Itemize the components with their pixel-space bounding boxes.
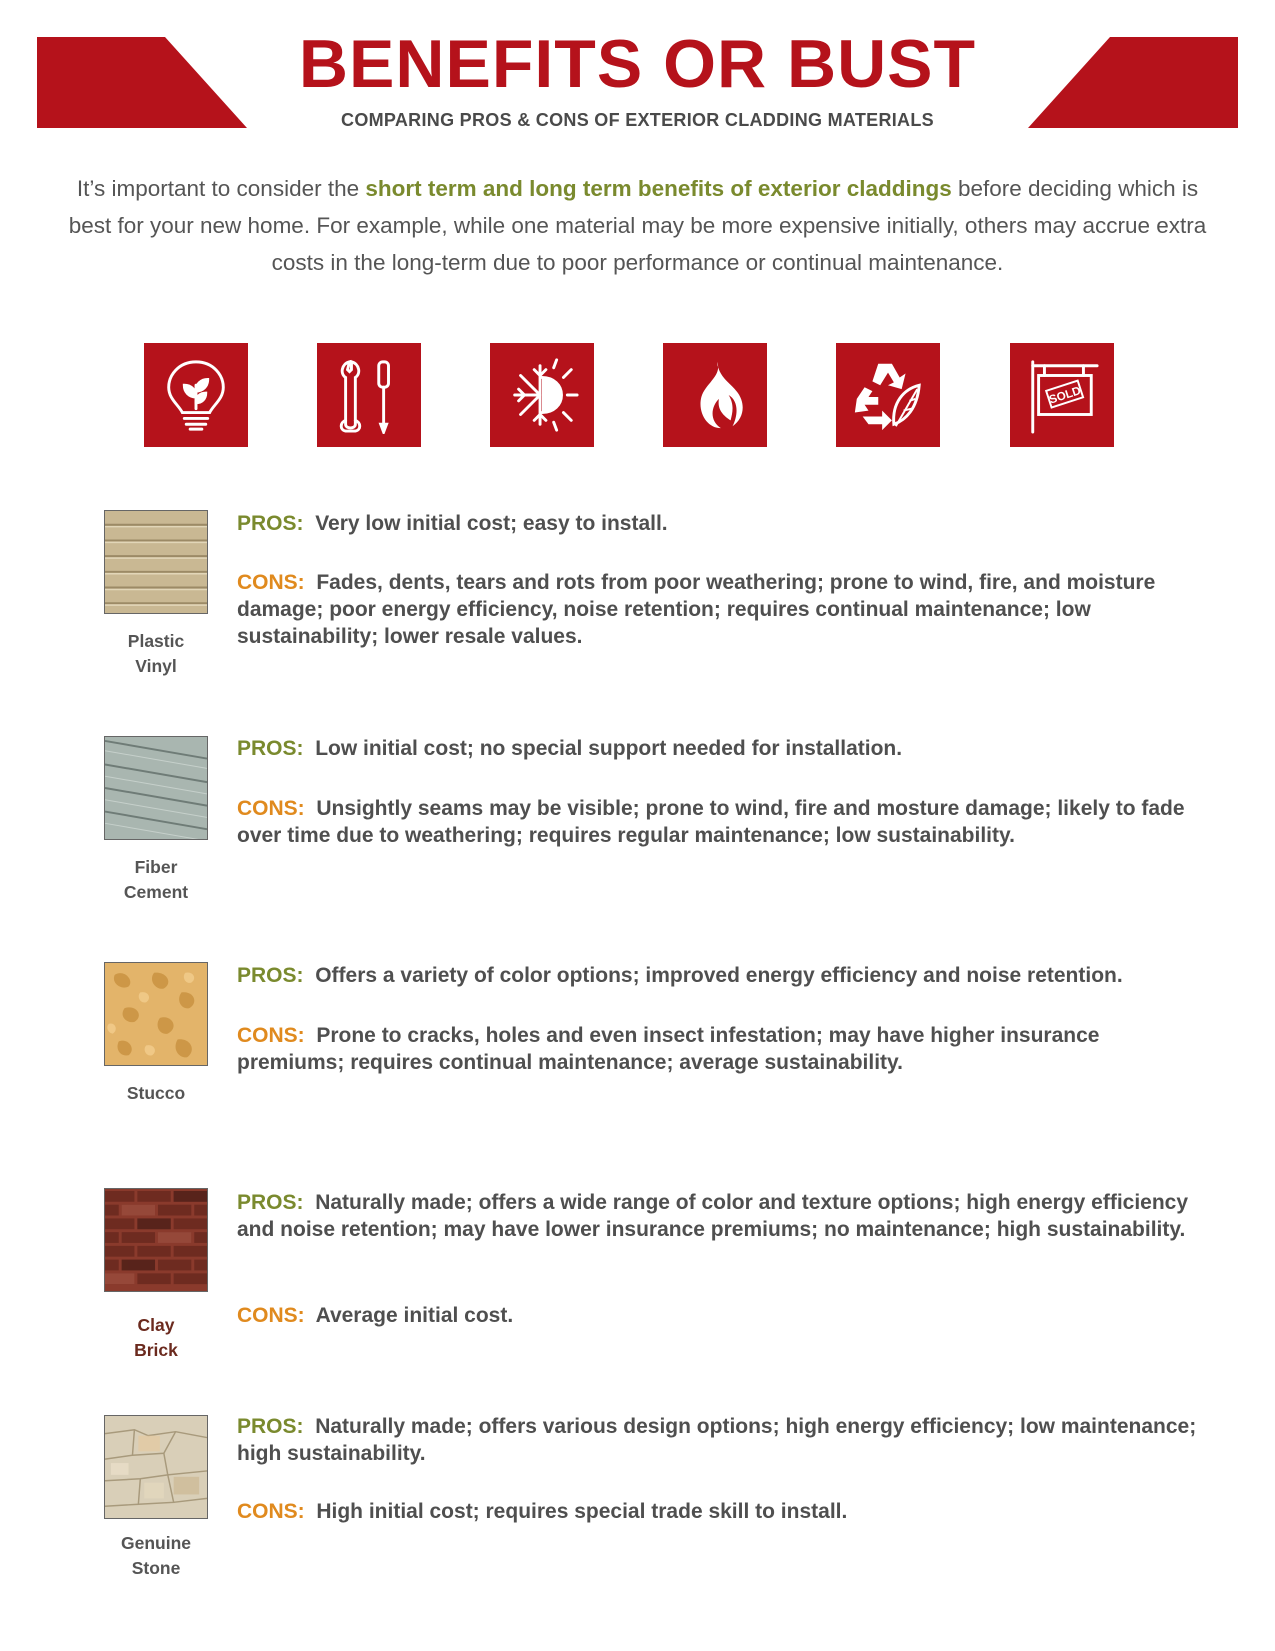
page-title: BENEFITS OR BUST: [298, 26, 977, 102]
material-label: [84, 1531, 228, 1581]
sold-sign-icon: [1010, 343, 1114, 447]
material-label-line2: Brick: [134, 1340, 178, 1360]
pros-key: PROS:: [237, 1415, 304, 1438]
cons-key: CONS:: [237, 1304, 305, 1327]
material-label: [84, 1081, 228, 1106]
pros-key: PROS:: [237, 964, 304, 987]
clay-brick-swatch: [104, 1188, 208, 1292]
flame-icon: [663, 343, 767, 447]
material-label-line1: Fiber: [134, 857, 178, 877]
wrench-screwdriver-icon: [317, 343, 421, 447]
cons-text: [237, 1302, 1197, 1329]
cons-text: [237, 1022, 1197, 1076]
intro-text-end: before deciding which is best for your new home. For example, while one material may be more expensive initially, others may accrue extra costs in the long-term due to poor performance or continual maintenance.: [68, 176, 1207, 275]
cons-text: [237, 569, 1197, 650]
cons-key: CONS:: [237, 1500, 305, 1523]
intro-paragraph: [60, 170, 1215, 281]
pros-value: Very low initial cost; easy to install.: [315, 512, 668, 535]
benefit-icons-row: [0, 343, 1275, 447]
intro-highlight: short term and long term benefits of exterior claddings: [365, 176, 952, 201]
cons-text: [237, 1498, 1197, 1525]
material-label-line1: Stucco: [126, 1083, 186, 1103]
cons-text: [237, 795, 1197, 849]
page-subtitle: COMPARING PROS & CONS OF EXTERIOR CLADDING MATERIALS: [341, 110, 934, 130]
stucco-swatch: [104, 962, 208, 1066]
cons-value: Average initial cost.: [315, 1304, 514, 1327]
pros-value: Low initial cost; no special support needed for installation.: [315, 737, 903, 760]
pros-value: Offers a variety of color options; improved energy efficiency and noise retention.: [315, 964, 1123, 987]
pros-text: [237, 1189, 1197, 1243]
pros-text: [237, 510, 1197, 537]
material-label-line1: Genuine: [120, 1533, 191, 1553]
pros-text: [237, 1413, 1197, 1467]
cons-key: CONS:: [237, 1024, 305, 1047]
vinyl-swatch: [104, 510, 208, 614]
cons-value: Prone to cracks, holes and even insect infestation; may have higher insurance premiums; requires continual maintenance; average sustainability.: [237, 1024, 1100, 1074]
cons-value: High initial cost; requires special trade skill to install.: [316, 1500, 848, 1523]
material-label-line2: Cement: [123, 882, 189, 902]
material-label-line2: Stone: [131, 1558, 181, 1578]
pros-value: Naturally made; offers various design options; high energy efficiency; low maintenance; high sustainability.: [237, 1415, 1197, 1465]
snowflake-sun-icon: [490, 343, 594, 447]
pros-key: PROS:: [237, 737, 304, 760]
fiber-cement-swatch: [104, 736, 208, 840]
sold-sign-text: SOLD: [1047, 384, 1083, 407]
pros-text: [237, 735, 1197, 762]
material-label-line2: Vinyl: [135, 656, 177, 676]
material-label: [84, 629, 228, 679]
material-label-line1: Plastic: [127, 631, 185, 651]
pros-value: Naturally made; offers a wide range of color and texture options; high energy efficiency and noise retention; may have lower insurance premiums; no maintenance; high sustainability.: [237, 1191, 1189, 1241]
cons-value: Fades, dents, tears and rots from poor weathering; prone to wind, fire, and moisture damage; poor energy efficiency, noise retention; requires continual maintenance; low sustainability; lower resale values.: [237, 571, 1156, 648]
recycle-leaf-icon: [836, 343, 940, 447]
material-label-line1: Clay: [137, 1315, 175, 1335]
pros-text: [237, 962, 1197, 989]
eco-lightbulb-icon: [144, 343, 248, 447]
genuine-stone-swatch: [104, 1415, 208, 1519]
cons-key: CONS:: [237, 797, 305, 820]
pros-key: PROS:: [237, 512, 304, 535]
pros-key: PROS:: [237, 1191, 304, 1214]
cons-value: Unsightly seams may be visible; prone to wind, fire and mosture damage; likely to fade over time due to weathering; requires regular maintenance; low sustainability.: [237, 797, 1185, 847]
intro-text-start: It’s important to consider the: [76, 176, 366, 201]
material-label: [84, 855, 228, 905]
cons-key: CONS:: [237, 571, 305, 594]
material-label: [84, 1313, 228, 1363]
